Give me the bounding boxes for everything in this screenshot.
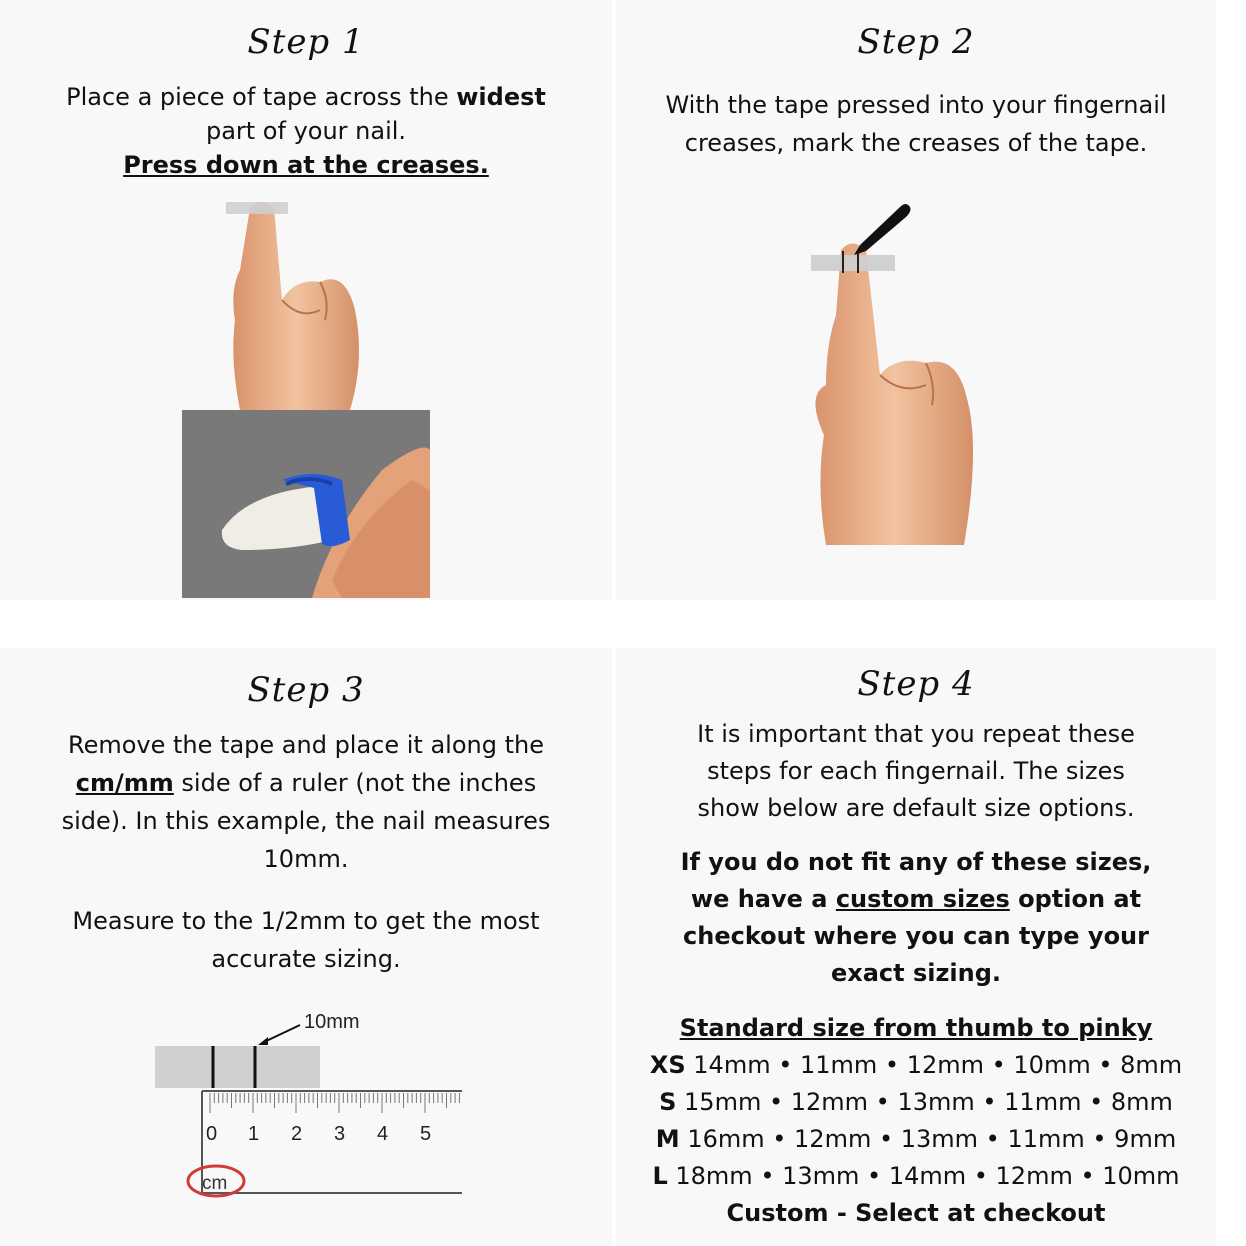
measurement-callout: 10mm bbox=[304, 1011, 360, 1033]
step-2-instructions: With the tape pressed into your fingernail creases, mark the creases of the tape. bbox=[665, 91, 1167, 157]
size-chart-title: Standard size from thumb to pinky bbox=[679, 1014, 1153, 1042]
step-1-panel bbox=[0, 0, 612, 600]
step-4-custom-note: If you do not fit any of these sizes, we have a custom sizes option at checkout where you can type your exact sizing. bbox=[680, 848, 1152, 987]
size-row-l: L 18mm • 13mm • 14mm • 12mm • 10mm bbox=[652, 1162, 1180, 1190]
hand-marking-tape-illustration bbox=[796, 195, 1036, 555]
tape-strip bbox=[226, 202, 288, 214]
size-row-m: M 16mm • 12mm • 13mm • 11mm • 9mm bbox=[655, 1125, 1177, 1153]
step-1-title: Step 1 bbox=[247, 22, 365, 62]
step-4-intro: It is important that you repeat these steps for each fingernail. The sizes show below are default size options. bbox=[697, 720, 1135, 822]
pointing-hand-illustration bbox=[200, 190, 420, 410]
step-4-panel bbox=[616, 648, 1216, 1246]
custom-size-row: Custom - Select at checkout bbox=[726, 1199, 1106, 1227]
tick-label: 5 bbox=[420, 1123, 432, 1145]
step-3-panel bbox=[0, 648, 612, 1246]
size-row-s: S 15mm • 12mm • 13mm • 11mm • 8mm bbox=[659, 1088, 1173, 1116]
ruler-diagram bbox=[150, 1003, 470, 1203]
pen-icon bbox=[854, 204, 911, 255]
tick-label: 1 bbox=[248, 1123, 260, 1145]
nail-tape-photo bbox=[182, 410, 430, 598]
tick-label: 0 bbox=[206, 1123, 218, 1145]
tick-label: 3 bbox=[334, 1123, 346, 1145]
unit-label: cm bbox=[202, 1173, 228, 1194]
step-2-panel bbox=[616, 0, 1216, 600]
custom-sizes-link: custom sizes bbox=[835, 885, 1010, 913]
step-2-title: Step 2 bbox=[857, 22, 975, 62]
step-3-title: Step 3 bbox=[247, 670, 365, 710]
tape-strip bbox=[811, 255, 895, 271]
step-4-title: Step 4 bbox=[857, 664, 975, 704]
size-row-xs: XS 14mm • 11mm • 12mm • 10mm • 8mm bbox=[649, 1051, 1183, 1079]
step-3-instructions: Remove the tape and place it along the cm/mm side of a ruler (not the inches side). In this example, the nail measures 10mm. bbox=[61, 731, 551, 873]
tick-label: 2 bbox=[291, 1123, 303, 1145]
step-1-instructions: Place a piece of tape across the widest part of your nail. Press down at the creases. bbox=[66, 83, 546, 179]
tick-label: 4 bbox=[377, 1123, 389, 1145]
tape-strip bbox=[155, 1046, 320, 1088]
size-chart bbox=[616, 1010, 1216, 1232]
step-3-tip: Measure to the 1/2mm to get the most accurate sizing. bbox=[72, 907, 540, 973]
